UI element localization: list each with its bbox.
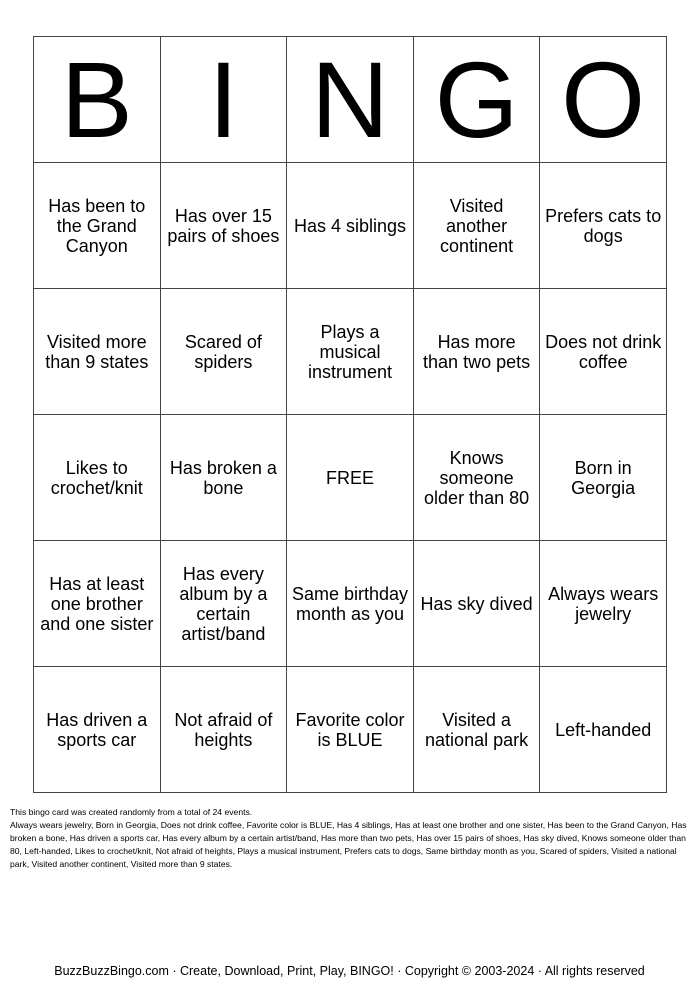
bingo-cell: Visited more than 9 states bbox=[34, 289, 161, 415]
header-letter-o: O bbox=[540, 37, 667, 163]
bingo-cell: Favorite color is BLUE bbox=[287, 667, 414, 793]
bingo-row bbox=[34, 667, 667, 793]
bingo-cell: Has 4 siblings bbox=[287, 163, 414, 289]
header-letter-g: G bbox=[413, 37, 540, 163]
free-space-cell: FREE bbox=[287, 415, 414, 541]
bingo-cell: Born in Georgia bbox=[540, 415, 667, 541]
bingo-cell: Same birthday month as you bbox=[287, 541, 414, 667]
page-footer: BuzzBuzzBingo.com · Create, Download, Print, Play, BINGO! · Copyright © 2003-2024 · All rights reserved bbox=[54, 964, 645, 978]
card-info-note bbox=[10, 806, 690, 871]
bingo-cell: Has at least one brother and one sister bbox=[34, 541, 161, 667]
bingo-cell: Has over 15 pairs of shoes bbox=[160, 163, 287, 289]
bingo-cell: Scared of spiders bbox=[160, 289, 287, 415]
bingo-cell: Likes to crochet/knit bbox=[34, 415, 161, 541]
bingo-cell: Plays a musical instrument bbox=[287, 289, 414, 415]
bingo-cell: Has more than two pets bbox=[413, 289, 540, 415]
bingo-row bbox=[34, 289, 667, 415]
bingo-cell: Has broken a bone bbox=[160, 415, 287, 541]
bingo-row bbox=[34, 415, 667, 541]
bingo-cell: Always wears jewelry bbox=[540, 541, 667, 667]
bingo-cell: Visited another continent bbox=[413, 163, 540, 289]
bingo-cell: Left-handed bbox=[540, 667, 667, 793]
bingo-cell: Not afraid of heights bbox=[160, 667, 287, 793]
header-letter-i: I bbox=[160, 37, 287, 163]
bingo-card bbox=[33, 36, 667, 793]
bingo-cell: Has been to the Grand Canyon bbox=[34, 163, 161, 289]
note-event-list: Always wears jewelry, Born in Georgia, Does not drink coffee, Favorite color is BLUE, Has 4 siblings, Has at least one brother and one sister, Has been to the Grand Canyon, Has broken a bone, Has driven a sports car, Has every album by a certain artist/band, Has more than two pets, Has over 15 pairs of shoes, Has sky dived, Knows someone older than 80, Left-handed, Likes to crochet/knit, Not afraid of heights, Plays a musical instrument, Prefers cats to dogs, Same birthday month as you, Scared of spiders, Visited a national park, Visited another continent, Visited more than 9 states. bbox=[10, 820, 687, 869]
header-letter-b: B bbox=[34, 37, 161, 163]
bingo-cell: Visited a national park bbox=[413, 667, 540, 793]
bingo-cell: Has sky dived bbox=[413, 541, 540, 667]
header-row bbox=[34, 37, 667, 163]
note-intro: This bingo card was created randomly from a total of 24 events. bbox=[10, 807, 253, 817]
bingo-cell: Has driven a sports car bbox=[34, 667, 161, 793]
bingo-cell: Prefers cats to dogs bbox=[540, 163, 667, 289]
bingo-cell: Has every album by a certain artist/band bbox=[160, 541, 287, 667]
bingo-cell: Does not drink coffee bbox=[540, 289, 667, 415]
header-letter-n: N bbox=[287, 37, 414, 163]
bingo-row bbox=[34, 163, 667, 289]
bingo-cell: Knows someone older than 80 bbox=[413, 415, 540, 541]
bingo-row bbox=[34, 541, 667, 667]
